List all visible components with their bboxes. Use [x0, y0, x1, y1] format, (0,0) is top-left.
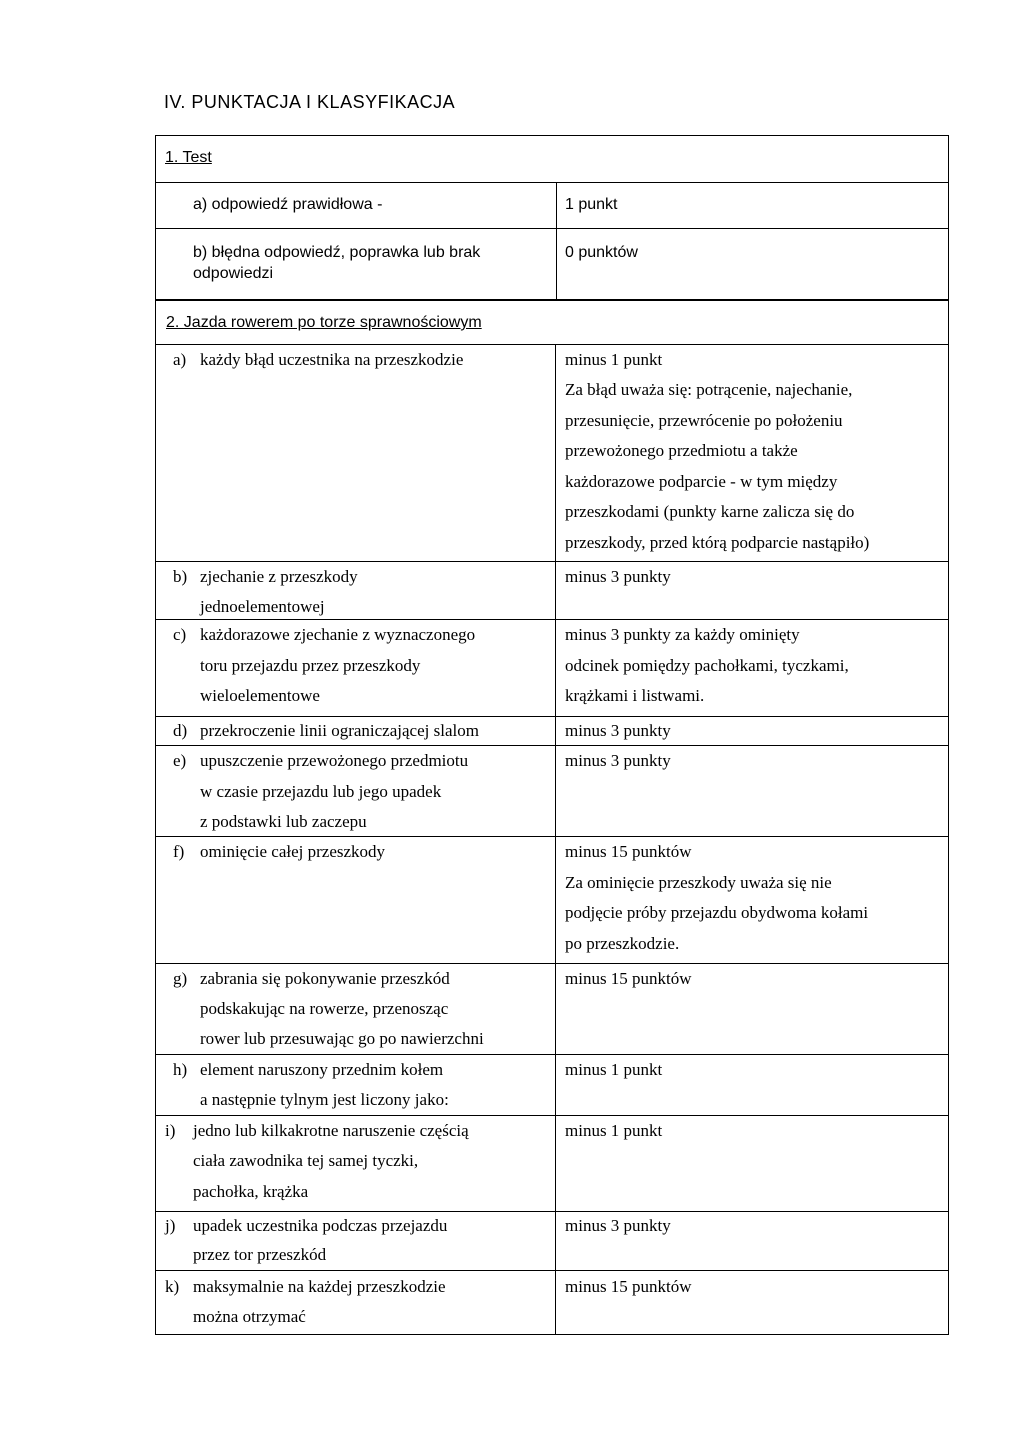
section-heading: IV. PUNKTACJA I KLASYFIKACJA	[164, 92, 456, 112]
row-penalty: przeszkodami (punkty karne zalicza się do	[565, 502, 855, 521]
row-penalty: minus 15 punktów	[565, 969, 692, 988]
row-penalty: krążkami i listwami.	[565, 686, 705, 705]
row-penalty: podjęcie próby przejazdu obydwoma kołami	[565, 903, 869, 922]
row-description: upadek uczestnika podczas przejazdu	[193, 1216, 448, 1235]
row-penalty: minus 3 punkty za każdy ominięty	[565, 625, 800, 644]
row-description: przekroczenie linii ograniczającej slalom	[200, 721, 479, 740]
row-description: podskakując na rowerze, przenosząc	[200, 999, 449, 1018]
row-marker: k)	[165, 1277, 180, 1296]
row-penalty: Za błąd uważa się: potrącenie, najechanie,	[565, 380, 853, 399]
course-section-title: 2. Jazda rowerem po torze sprawnościowym	[166, 314, 482, 331]
row-description: każdy błąd uczestnika na przeszkodzie	[200, 350, 464, 369]
row-penalty: minus 3 punkty	[565, 567, 671, 586]
row-description: z podstawki lub zaczepu	[200, 812, 367, 831]
row-penalty: przesunięcie, przewrócenie po położeniu	[565, 411, 843, 430]
test-answer-label: b) błędna odpowiedź, poprawka lub brak	[193, 244, 481, 261]
row-description: pachołka, krążka	[193, 1182, 309, 1201]
row-description: jedno lub kilkakrotne naruszenie częścią	[193, 1121, 469, 1140]
row-marker: e)	[173, 751, 187, 770]
row-description: upuszczenie przewożonego przedmiotu	[200, 751, 469, 770]
row-penalty: odcinek pomiędzy pachołkami, tyczkami,	[565, 656, 849, 675]
row-marker: a)	[173, 350, 187, 369]
row-marker: c)	[173, 625, 187, 644]
row-penalty: minus 3 punkty	[565, 1216, 671, 1235]
row-marker: g)	[173, 969, 188, 988]
row-description: każdorazowe zjechanie z wyznaczonego	[200, 625, 476, 644]
test-answer-points: 1 punkt	[565, 196, 618, 213]
row-description: wieloelementowe	[200, 686, 320, 705]
row-penalty: Za ominięcie przeszkody uważa się nie	[565, 873, 832, 892]
row-description: można otrzymać	[193, 1307, 306, 1326]
row-marker: b)	[173, 567, 188, 586]
row-description: a następnie tylnym jest liczony jako:	[200, 1090, 449, 1109]
test-answer-label: a) odpowiedź prawidłowa -	[193, 196, 383, 213]
row-penalty: minus 1 punkt	[565, 1121, 663, 1140]
row-penalty: minus 15 punktów	[565, 842, 692, 861]
test-answer-points: 0 punktów	[565, 244, 638, 261]
row-description: w czasie przejazdu lub jego upadek	[200, 782, 442, 801]
row-penalty: minus 15 punktów	[565, 1277, 692, 1296]
row-marker: f)	[173, 842, 185, 861]
row-description: jednoelementowej	[200, 597, 325, 616]
row-penalty: minus 3 punkty	[565, 721, 671, 740]
row-description: rower lub przesuwając go po nawierzchni	[200, 1029, 484, 1048]
row-description: ominięcie całej przeszkody	[200, 842, 386, 861]
row-description: toru przejazdu przez przeszkody	[200, 656, 421, 675]
row-penalty: każdorazowe podparcie - w tym między	[565, 472, 838, 491]
row-description: maksymalnie na każdej przeszkodzie	[193, 1277, 446, 1296]
row-penalty: przeszkody, przed którą podparcie nastąpiło)	[565, 533, 870, 552]
row-description: ciała zawodnika tej samej tyczki,	[193, 1151, 419, 1170]
row-marker: j)	[165, 1216, 176, 1235]
row-penalty: minus 1 punkt	[565, 350, 663, 369]
test-section-title: 1. Test	[165, 149, 212, 166]
row-penalty: minus 1 punkt	[565, 1060, 663, 1079]
row-penalty: minus 3 punkty	[565, 751, 671, 770]
row-marker: h)	[173, 1060, 188, 1079]
row-description: zabrania się pokonywanie przeszkód	[200, 969, 450, 988]
row-description: przez tor przeszkód	[193, 1245, 327, 1264]
row-description: element naruszony przednim kołem	[200, 1060, 444, 1079]
row-penalty: przewożonego przedmiotu a także	[565, 441, 798, 460]
row-description: zjechanie z przeszkody	[200, 567, 358, 586]
test-answer-label: odpowiedzi	[193, 265, 274, 282]
test-table	[155, 135, 949, 300]
row-marker: i)	[165, 1121, 176, 1140]
row-marker: d)	[173, 721, 188, 740]
row-penalty: po przeszkodzie.	[565, 934, 680, 953]
